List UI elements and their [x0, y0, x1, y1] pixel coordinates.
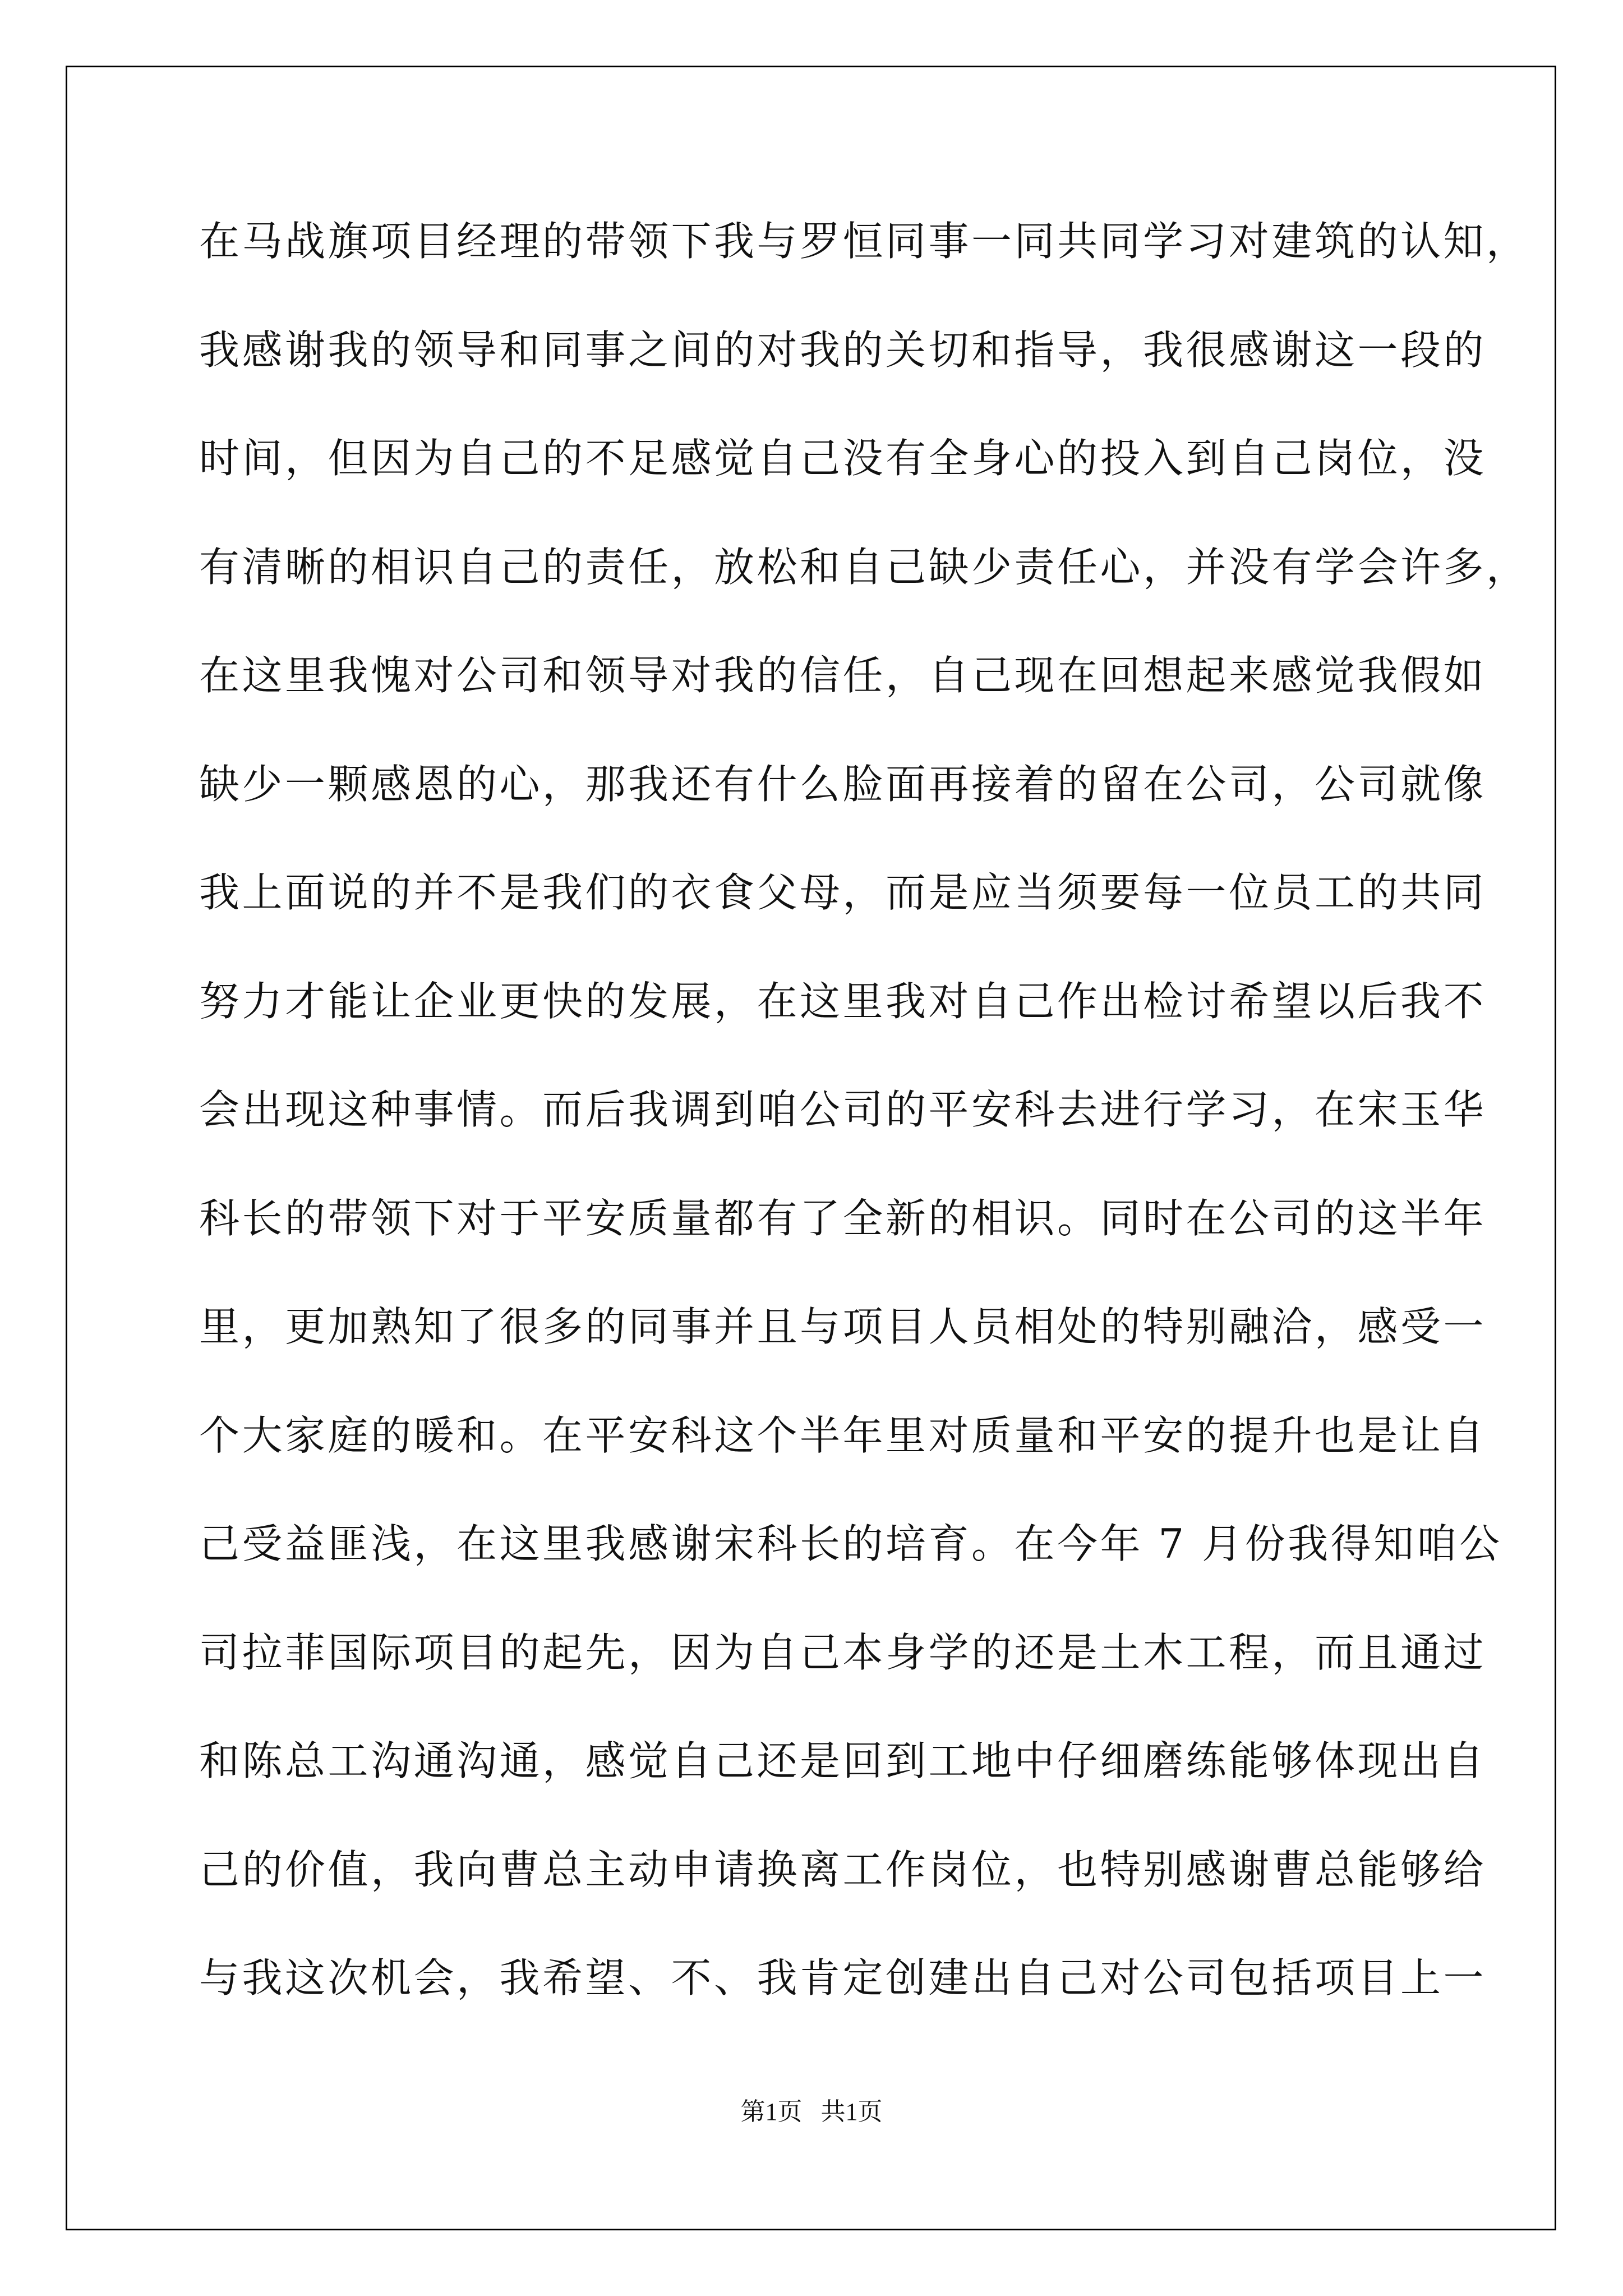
text-line-16: 己的价值，我向曹总主动申请换离工作岗位，也特别感谢曹总能够给 — [199, 1846, 1487, 1893]
text-line-14: 司拉菲国际项目的起先，因为自己本身学的还是土木工程，而且通过 — [199, 1628, 1487, 1676]
page-number-footer: 第1页 共1页 — [740, 2098, 883, 2125]
text-line-3: 时间，但因为自己的不足感觉自己没有全身心的投入到自己岗位，没 — [199, 435, 1487, 482]
text-line-7: 我上面说的并不是我们的衣食父母，而是应当须要每一位员工的共同 — [199, 869, 1487, 916]
text-line-10: 科长的带领下对于平安质量都有了全新的相识。同时在公司的这半年 — [199, 1194, 1487, 1242]
text-line-9: 会出现这种事情。而后我调到咱公司的平安科去进行学习，在宋玉华 — [199, 1086, 1487, 1133]
text-line-17: 与我这次机会，我希望、不、我肯定创建出自己对公司包括项目上一 — [199, 1954, 1487, 2001]
document-body — [199, 213, 1529, 2059]
text-line-2: 我感谢我的领导和同事之间的对我的关切和指导，我很感谢这一段的 — [199, 326, 1487, 374]
text-line-4: 有清晰的相识自己的责任，放松和自己缺少责任心，并没有学会许多， — [199, 543, 1529, 591]
text-line-1: 在马战旗项目经理的带领下我与罗恒同事一同共同学习对建筑的认知， — [199, 218, 1529, 265]
text-line-5: 在这里我愧对公司和领导对我的信任，自己现在回想起来感觉我假如 — [199, 652, 1487, 699]
text-line-11: 里，更加熟知了很多的同事并且与项目人员相处的特别融洽，感受一 — [199, 1303, 1487, 1350]
text-line-6: 缺少一颗感恩的心，那我还有什么脸面再接着的留在公司，公司就像 — [199, 760, 1487, 808]
text-line-15: 和陈总工沟通沟通，感觉自己还是回到工地中仔细磨练能够体现出自 — [199, 1737, 1487, 1784]
text-line-8: 努力才能让企业更快的发展，在这里我对自己作出检讨希望以后我不 — [199, 977, 1487, 1025]
text-line-12: 个大家庭的暖和。在平安科这个半年里对质量和平安的提升也是让自 — [199, 1411, 1487, 1459]
text-line-13: 己受益匪浅，在这里我感谢宋科长的培育。在今年 7 月份我得知咱公 — [199, 1520, 1502, 1567]
